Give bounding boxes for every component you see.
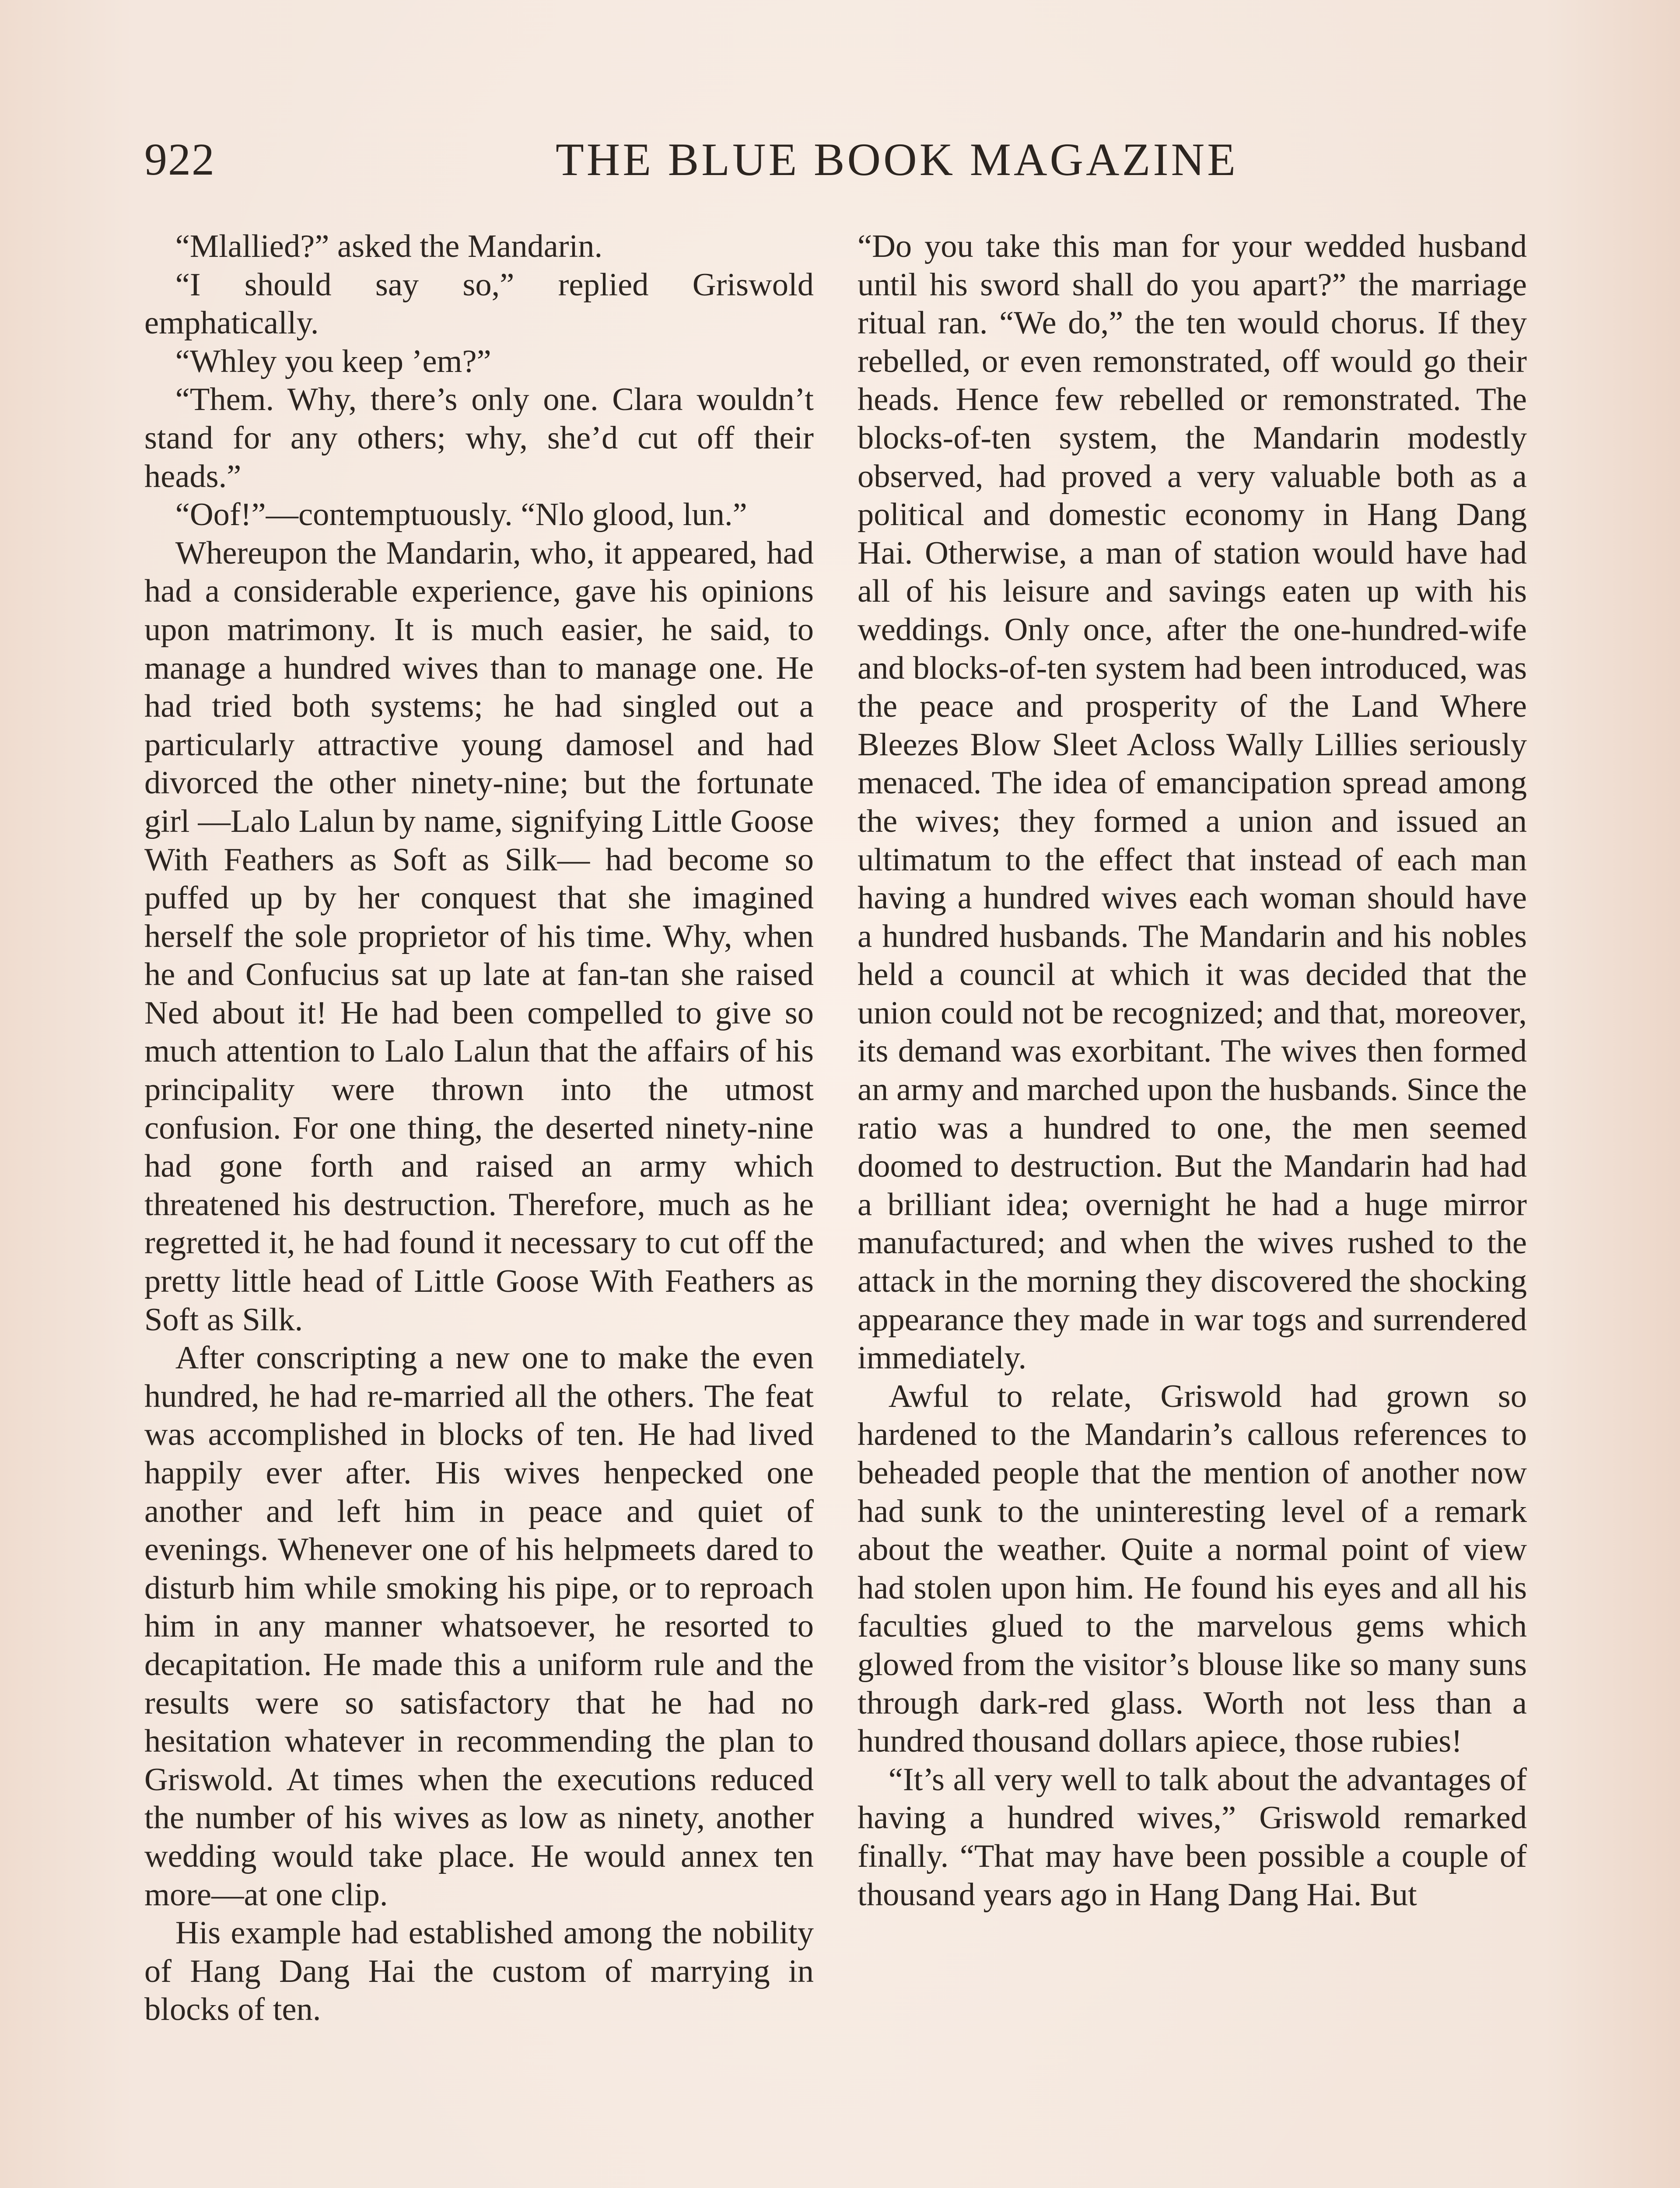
paragraph: “Mlallied?” asked the Mandarin. <box>175 228 603 264</box>
paragraph: “I should say so,” replied Griswold emphatically. <box>144 266 814 341</box>
running-title: THE BLUE BOOK MAGAZINE <box>556 134 1238 185</box>
paragraph: After conscripting a new one to make the even hundred, he had re-married all the others. The feat was accomplished in blocks of ten. He had lived happily ever after. His wives henpecked one another and left him in peace and quiet of evenings. Whenever one of his helpmeets dared to disturb him while smoking his pipe, or to reproach him in any manner whatsoever, he resorted to decapitation. He made this a uniform rule and the results were so satisfactory that he had no hesitation whatever in recommending the plan to Griswold. At times when the executions reduced the number of his wives as low as ninety, another wedding would take place. He would annex ten more—at one clip. <box>144 1340 814 1913</box>
left-text-column <box>144 228 814 2029</box>
right-text-column <box>858 228 1527 1914</box>
paragraph: “Them. Why, there’s only one. Clara wouldn’t stand for any others; why, she’d cut off their heads.” <box>144 382 814 494</box>
paragraph: “Oof!”—contemptuously. “Nlo glood, lun.” <box>175 497 747 533</box>
paragraph: Whereupon the Mandarin, who, it appeared, had had a considerable experience, gave his opinions upon matrimony. It is much easier, he said, to manage a hundred wives than to manage one. He had tried both systems; he had singled out a particularly attractive young damosel and had divorced the other ninety-nine; but the fortunate girl —Lalo Lalun by name, signifying Little Goose With Feathers as Soft as Silk— had become so puffed up by her conquest that she imagined herself the sole proprietor of his time. Why, when he and Confucius sat up late at fan-tan she raised Ned about it! He had been compelled to give so much attention to Lalo Lalun that the affairs of his principality were thrown into the utmost confusion. For one thing, the deserted ninety-nine had gone forth and raised an army which threatened his destruction. Therefore, much as he regretted it, he had found it necessary to cut off the pretty little head of Little Goose With Feathers as Soft as Silk. <box>144 535 814 1338</box>
page-number: 922 <box>144 134 215 185</box>
paragraph: Awful to relate, Griswold had grown so hardened to the Mandarin’s callous references to beheaded people that the mention of another now had sunk to the uninteresting level of a remark about the weather. Quite a normal point of view had stolen upon him. He found his eyes and all his faculties glued to the marvelous gems which glowed from the visitor’s blouse like so many suns through dark-red glass. Worth not less than a hundred thousand dollars apiece, those rubies! <box>858 1378 1527 1760</box>
paragraph: “It’s all very well to talk about the advantages of having a hundred wives,” Griswold remarked finally. “That may have been possible a couple of thousand years ago in Hang Dang Hai. But <box>858 1761 1527 1913</box>
paragraph: “Whley you keep ’em?” <box>175 343 491 379</box>
paragraph: His example had established among the nobility of Hang Dang Hai the custom of marrying in blocks of ten. <box>144 1915 814 2028</box>
paragraph: “Do you take this man for your wedded husband until his sword shall do you apart?” the marriage ritual ran. “We do,” the ten would chorus. If they rebelled, or even remonstrated, off would go their heads. Hence few rebelled or remonstrated. The blocks-of-ten system, the Mandarin modestly observed, had proved a very valuable both as a political and domestic economy in Hang Dang Hai. Otherwise, a man of station would have had all of his leisure and savings eaten up with his weddings. Only once, after the one-hundred-wife and blocks-of-ten system had been introduced, was the peace and prosperity of the Land Where Bleezes Blow Sleet Acloss Wally Lillies seriously menaced. The idea of emancipation spread among the wives; they formed a union and issued an ultimatum to the effect that instead of each man having a hundred wives each woman should have a hundred husbands. The Mandarin and his nobles held a council at which it was decided that the union could not be recognized; and that, moreover, its demand was exorbitant. The wives then formed an army and marched upon the husbands. Since the ratio was a hundred to one, the men seemed doomed to destruction. But the Mandarin had had a brilliant idea; overnight he had a huge mirror manufactured; and when the wives rushed to the attack in the morning they discovered the shocking appearance they made in war togs and surrendered immediately. <box>858 228 1527 1376</box>
page-header <box>144 127 1536 193</box>
